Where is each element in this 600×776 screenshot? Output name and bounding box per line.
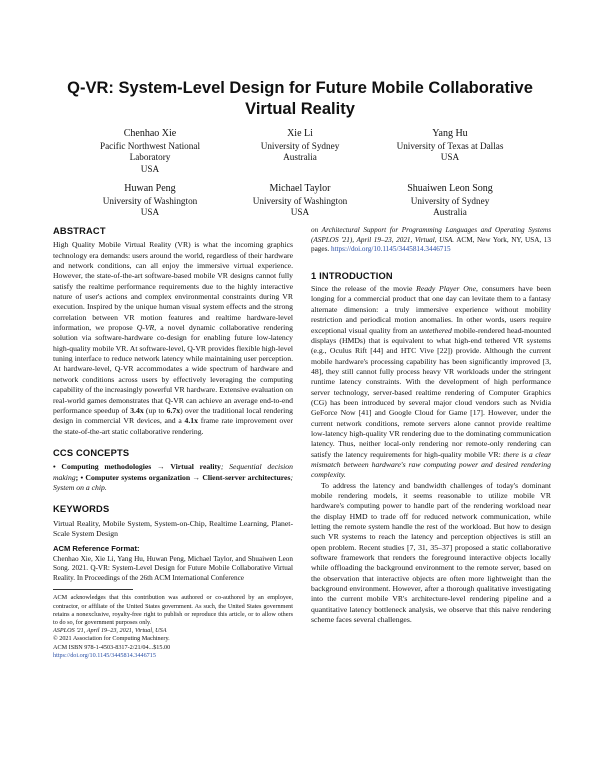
author-block bbox=[370, 128, 530, 164]
author-block bbox=[220, 183, 380, 219]
author-name: Xie Li bbox=[287, 128, 313, 139]
ccs-concepts-text: • Computing methodologies → Virtual reality; Sequential decision making; • Computer systems organization → Client-server architectures; System on a chip. bbox=[53, 462, 293, 492]
footnote-acknowledgement: ACM acknowledges that this contribution was authored or co-authored by an employee, contractor, or affiliate of the United States government. As such, the United States government retains a nonexclusive, royalty-free right to publish or reproduce this article, or to allow others to do so, for government purposes only. bbox=[53, 594, 293, 627]
author-block bbox=[70, 128, 230, 175]
author-affiliation: University of Washington bbox=[252, 195, 348, 206]
footnote-venue: ASPLOS '21, April 19–23, 2021, Virtual, USA bbox=[53, 627, 167, 635]
keywords-section bbox=[53, 504, 293, 539]
doi-link[interactable]: https://doi.org/10.1145/3445814.3446715 bbox=[330, 245, 451, 254]
author-affiliation: University of Sydney bbox=[410, 195, 490, 206]
acm-reference-continued: on Architectural Support for Programming Languages and Operating Systems (ASPLOS '21), April 19–23, 2021, Virtual, USA. ACM, New York, NY, USA, 13 pages. https://doi.org/10.1145/3445814.3446715 bbox=[311, 226, 551, 254]
abstract-text: High Quality Mobile Virtual Reality (VR) is what the incoming graphics technology era demands: users around the world, regardless of their hardware and network conditions, can all enjoy the immersive virtual experience. However, the state-of-the-art software-based mobile VR designs cannot fully satisfy the realtime performance requirements due to the highly interactive nature of user's actions and complex environmental constraints during VR execution. Inspired by the unique human visual system effects and the strong correlation between VR motion features and realtime hardware-level information, we propose Q-VR, a novel dynamic collaborative rendering solution via software-hardware co-design for enabling future low-latency high-quality mobile VR. At software-level, Q-VR provides flexible high-level tuning interface to reduce network latency while maintaining user perception. At hardware-level, Q-VR accommodates a wide spectrum of hardware and network conditions across users by effectively leveraging the computing capability of the increasingly powerful VR hardware. Extensive evaluation on real-world games demonstrates that Q-VR can achieve an average end-to-end performance speedup of 3.4x (up to 6.7x) over the traditional local rendering design in commercial VR devices, and a 4.1x frame rate improvement over the state-of-the-art static collaborative rendering. bbox=[53, 240, 294, 436]
acm-reference-text: Chenhao Xie, Xie Li, Yang Hu, Huwan Peng, Michael Taylor, and Shuaiwen Leon Song. 2021. Q-VR: System-Level Design for Future Mobile Collaborative Virtual Reality. In Proceedings of the 26th ACM International Conference bbox=[53, 554, 293, 582]
ccs-section bbox=[53, 448, 293, 493]
intro-paragraph-1: Since the release of the movie Ready Player One, consumers have been longing for a commercial product that one day can levitate them to a fantasy alternate dimension: a truly immersive experience without mobility restriction and periodical motion anomalies. In other words, users require exceptional visual quality from an untethered mobile-rendered head-mounted displays (HMDs) that is equivalent to what high-end tethered VR systems (e.g., Oculus Rift [44] and HTC Vive [22]) provide. Although the current mobile hardware's processing capability has been significantly improved [3, 48], they still cannot fully process heavy VR workloads under the stringent runtime latency constraints. With the development of high performance server technology, server-based realtime rendering of Computer Graphics (CG) has been introduced by several major cloud vendors such as Nvidia GeForce Now [41] and Google Cloud for Game [17]. However, under the current network conditions, remote servers alone cannot provide realtime low-latency high-quality VR rendering due to the dominating communication latency. Thus, neither local-only rendering nor remote-only rendering can satisfy the latency requirements for high-quality mobile VR: there is a clear mismatch between hardware's raw computing power and desired rendering complexity. bbox=[311, 284, 552, 480]
author-country: Australia bbox=[283, 152, 317, 163]
keywords-text: Virtual Reality, Mobile System, System-on-Chip, Realtime Learning, Planet-Scale System Design bbox=[53, 518, 293, 538]
author-block bbox=[370, 183, 530, 219]
author-affiliation: University of Sydney bbox=[260, 140, 340, 151]
ccs-heading: CCS CONCEPTS bbox=[53, 447, 130, 458]
author-name: Shuaiwen Leon Song bbox=[407, 183, 493, 194]
author-country: USA bbox=[140, 163, 160, 174]
acm-reference bbox=[53, 544, 293, 583]
footnote-copyright: © 2021 Association for Computing Machinery. bbox=[53, 635, 170, 643]
right-column bbox=[311, 226, 551, 625]
keywords-heading: KEYWORDS bbox=[53, 504, 110, 515]
introduction-heading: 1 INTRODUCTION bbox=[311, 270, 393, 281]
left-column bbox=[53, 226, 293, 660]
footnote bbox=[53, 594, 293, 660]
footnote-doi-link[interactable]: https://doi.org/10.1145/3445814.3446715 bbox=[53, 651, 156, 659]
title-line-2: Virtual Reality bbox=[245, 100, 355, 118]
author-affiliation: Laboratory bbox=[129, 152, 171, 163]
author-block bbox=[220, 128, 380, 164]
footnote-isbn: ACM ISBN 978-1-4503-8317-2/21/04...$15.00 bbox=[53, 643, 171, 651]
author-country: USA bbox=[440, 152, 460, 163]
author-name: Huwan Peng bbox=[124, 183, 176, 194]
author-name: Yang Hu bbox=[432, 128, 468, 139]
author-name: Michael Taylor bbox=[269, 183, 331, 194]
author-name: Chenhao Xie bbox=[123, 128, 177, 139]
abstract-heading: ABSTRACT bbox=[53, 226, 106, 236]
author-affiliation: Pacific Northwest National bbox=[99, 140, 200, 151]
acm-reference-heading: ACM Reference Format: bbox=[53, 544, 140, 554]
author-affiliation: University of Washington bbox=[102, 195, 198, 206]
author-country: USA bbox=[290, 207, 310, 218]
author-block bbox=[70, 183, 230, 219]
author-affiliation: University of Texas at Dallas bbox=[396, 140, 504, 151]
author-country: Australia bbox=[433, 207, 467, 218]
paper-title bbox=[60, 78, 540, 120]
author-country: USA bbox=[140, 207, 160, 218]
title-line-1: Q-VR: System-Level Design for Future Mobile Collaborative bbox=[67, 79, 533, 97]
footnote-divider bbox=[53, 589, 133, 590]
intro-paragraph-2: To address the latency and bandwidth challenges of today's dominant mobile rendering models, it seems reasonable to utilize mobile VR hardware's computing power to handle part of the rendering workload near the display HMD to trade off for reduced network communication, while letting the remote system handle the rest of the workload. But how to design such VR systems to reach the latency and perception objectives is still an open problem. Recent studies [7, 31, 35–37] proposed a static collaborative software framework that renders the foreground interactive objects locally while offloading the background environment to the remote server, based on the observation that interactive objects are often more lightweight than the background environment. However, after a thorough qualitative investigating into the current mobile VR's architecture-level rendering pipeline and a quantitative latency bottleneck analysis, we observe that this naive rendering scheme faces several challenges. bbox=[311, 480, 551, 625]
